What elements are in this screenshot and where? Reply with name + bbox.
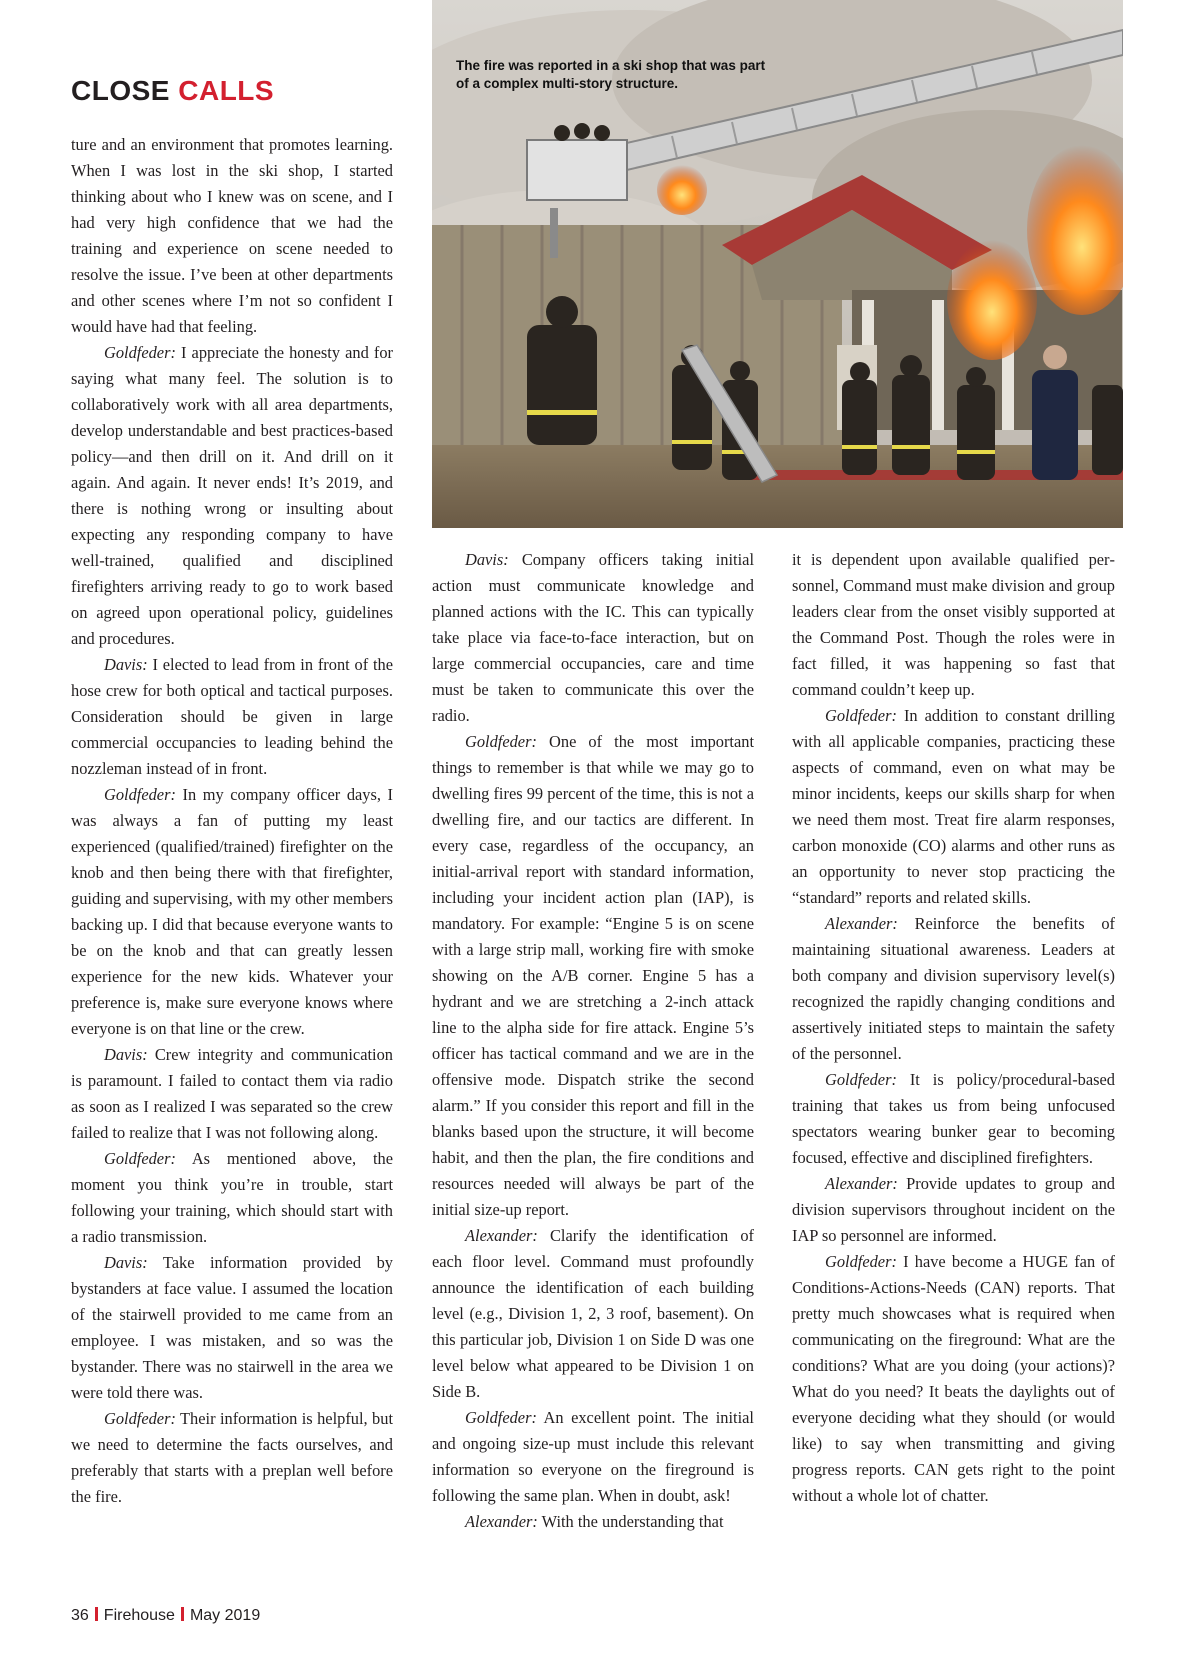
paragraph: Alexander: With the understanding that — [465, 1512, 724, 1531]
paragraph: Davis: I elected to lead from in front of the hose crew for both optical and tactical purposes. Consideration should be given in large commercial occupancies to leading behind the nozzleman instead of in front. — [71, 655, 393, 778]
speaker-name: Goldfeder: — [104, 785, 176, 804]
paragraph: Davis: Take information provided by bystanders at face value. I assumed the location of the stairwell provided to me came from an employee. I was mistaken, and so was the bystander. There was no stairwell in the area we were told there was. — [71, 1253, 393, 1402]
paragraph: Goldfeder: As mentioned above, the moment you think you’re in trouble, start following your training, which should start with a radio transmission. — [71, 1149, 393, 1246]
paragraph: Goldfeder: One of the most important things to remember is that while we may go to dwelling fires 99 percent of the time, this is not a dwelling fire, and our tactics are different. In every case, regardless of the occupancy, an initial-arrival report with standard information, including your incident action plan (IAP), is mandatory. For example: “Engine 5 is on scene with a large strip mall, working fire with smoke showing on the A/B corner. Engine 5 has a hydrant and we are stretching a 2-inch attack line to the alpha side for fire attack. Engine 5’s officer has tactical command and we are in the offensive mode. Dispatch strike the second alarm.” If you consider this report and fill in the blanks based upon the structure, it will become habit, and then the plan, the fire conditions and resources needed will always be part of the initial size-up report. — [432, 732, 755, 1219]
speaker-name: Goldfeder: — [104, 1149, 176, 1168]
paragraph: ture and an environment that promotes learning. When I was lost in the ski shop, I started thinking about who I knew was on scene, and I had very high confidence that we had the training and experience on scene needed to resolve the issue. I’ve been at other departments and other scenes where I’m not so confident I would have had that feeling. — [71, 135, 393, 336]
paragraph: Goldfeder: I appreciate the honesty and for saying what many feel. The solution is to collaboratively work with all area departments, develop understandable and best practices-based policy—and then drill on it. And drill on it again. And again. It never ends! It’s 2019, and there is nothing wrong or insulting about expecting any responding company to have well-trained, qualified and disciplined firefighters arriving ready to go to work based on agreed upon operational policy, guidelines and procedures. — [71, 343, 393, 648]
section-header — [71, 75, 274, 107]
paragraph: Goldfeder: An excellent point. The initial and ongoing size-up must include this relevant information so everyone on the fireground is following the same plan. When in doubt, ask! — [432, 1408, 754, 1505]
speaker-name: Davis: — [104, 1253, 148, 1272]
paragraph: Davis: Company officers taking initial action must communicate knowledge and planned actions with the IC. This can typically take place via face-to-face interaction, but on large commercial occupancies, care and time must be taken to communicate this over the radio. — [432, 550, 754, 725]
text-column-1 — [71, 132, 393, 1510]
speaker-name: Alexander: — [825, 1174, 898, 1193]
footer-divider — [95, 1607, 98, 1621]
speaker-name: Goldfeder: — [825, 706, 897, 725]
paragraph: Goldfeder: In my company officer days, I was always a fan of putting my least experienced (qualified/trained) firefighter on the knob and then being there with that firefighter, guiding and supervising, with my other members backing up. I did that because everyone wants to be on the knob and that can greatly lessen experience for the new kids. Whatever your preference is, make sure everyone knows where everyone is on that line or the crew. — [71, 785, 393, 1038]
speaker-name: Alexander: — [465, 1512, 538, 1531]
photo-caption: The fire was reported in a ski shop that was part of a complex multi-story structure. — [456, 58, 766, 91]
speaker-name: Alexander: — [465, 1226, 538, 1245]
section-header-word2: CALLS — [178, 75, 275, 106]
paragraph: Alexander: Provide updates to group and division supervisors throughout incident on the IAP so personnel are informed. — [792, 1174, 1115, 1245]
speaker-name: Davis: — [465, 550, 509, 569]
paragraph: Davis: Crew integrity and communication is paramount. I failed to contact them via radio as soon as I realized I was separated so the crew failed to realize that I was not following along. — [71, 1045, 393, 1142]
paragraph: Goldfeder: I have become a HUGE fan of Conditions-Actions-Needs (CAN) reports. That pretty much showcases what is required when communicating on the fireground: What are the conditions? What are you doing (your actions)? What do you need? It beats the daylights out of everyone deciding what they should (or would like) to say when transmitting and giving progress reports. CAN gets right to the point without a whole lot of chatter. — [792, 1252, 1115, 1505]
speaker-name: Davis: — [104, 655, 148, 674]
section-header-word1: CLOSE — [71, 75, 170, 106]
speaker-name: Goldfeder: — [104, 1409, 176, 1428]
paragraph: it is dependent upon available qualified personnel, Command must make division and group leaders clear from the onset visibly supported at the Command Post. Though the roles were in fact filled, it was happening so fast that command couldn’t keep up. — [792, 550, 1115, 699]
text-column-2 — [432, 547, 754, 1535]
paragraph: Goldfeder: In addition to constant drilling with all applicable companies, practicing these aspects of command, even on what may be minor incidents, keeps our skills sharp for when we need them most. Treat fire alarm responses, carbon monoxide (CO) alarms and other runs as an opportunity to never stop practicing the “standard” reports and related skills. — [792, 706, 1115, 907]
speaker-name: Goldfeder: — [104, 343, 176, 362]
publication-name: Firehouse — [103, 1607, 175, 1624]
speaker-name: Goldfeder: — [825, 1252, 897, 1271]
speaker-name: Alexander: — [825, 914, 898, 933]
speaker-name: Goldfeder: — [465, 732, 537, 751]
text-column-3 — [792, 547, 1115, 1509]
issue-date: May 2019 — [189, 1607, 261, 1624]
page-number: 36 — [71, 1607, 89, 1624]
paragraph: Goldfeder: Their information is helpful, but we need to determine the facts ourselves, and preferably that starts with a preplan well before the fire. — [71, 1409, 393, 1506]
speaker-name: Davis: — [104, 1045, 148, 1064]
paragraph: Alexander: Clarify the identification of each floor level. Command must profoundly announce the identification of each building level (e.g., Division 1, 2, 3 roof, basement). On this particular job, Division 1 on Side D was one level below what appeared to be Division 1 on Side B. — [432, 1226, 754, 1401]
paragraph: Alexander: Reinforce the benefits of maintaining situational awareness. Leaders at both company and division supervisory level(s) recognized the rapidly changing conditions and assertively initiated steps to maintain the safety of the personnel. — [792, 914, 1115, 1063]
footer-divider — [181, 1607, 184, 1621]
page-footer — [71, 1607, 260, 1625]
paragraph: Goldfeder: It is policy/procedural-based training that takes us from being unfocused spectators wearing bunker gear to becoming focused, effective and disciplined firefighters. — [792, 1070, 1115, 1167]
speaker-name: Goldfeder: — [825, 1070, 897, 1089]
speaker-name: Goldfeder: — [465, 1408, 537, 1427]
